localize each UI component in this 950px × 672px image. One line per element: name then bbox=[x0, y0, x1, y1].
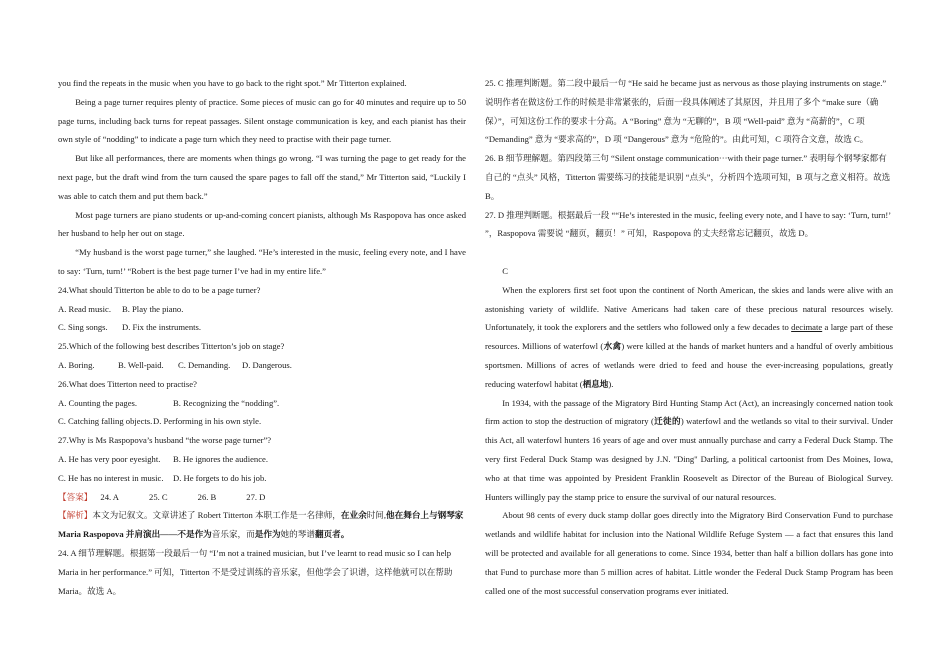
analysis-24: 24. A 细节理解题。根据第一段最后一句 “I’m not a trained musician, but I’ve learnt to read music so I can help Maria in her performance.” 可知，Titterton 不是受过训练的音乐家，但他学会了识谱，这样他就可以在帮助 Maria。故选 A。 bbox=[58, 547, 453, 596]
option: A. Counting the pages. bbox=[58, 397, 138, 408]
option: B. Play the piano. bbox=[122, 303, 184, 314]
option: A. Boring. bbox=[58, 359, 95, 370]
option: C. Demanding. bbox=[178, 359, 231, 370]
option: D. He forgets to do his job. bbox=[173, 472, 267, 483]
question-27-options bbox=[58, 469, 466, 488]
passage-paragraph: In 1934, with the passage of the Migratory Bird Hunting Stamp Act (Act), an increasingly concerned nation took firm action to stop the destruction of migratory (迁徙的) waterfowl and the wetlands so vital to their survival. Under this Act, all waterfowl hunters 16 years of age and over must annually purchase and carry a Federal Duck Stamp. The very first Federal Duck Stamp was designed by J.N. "Ding" Darling, a political cartoonist from Des Moines, Iowa, who at that time was appointed by President Franklin Roosevelt as Director of the Bureau of Biological Survey. Hunters willingly pay the stamp price to ensure the survival of our natural resources. bbox=[485, 397, 893, 502]
question-27-options bbox=[58, 450, 466, 469]
question-26-options bbox=[58, 412, 466, 431]
option: B. He ignores the audience. bbox=[173, 453, 268, 464]
gloss: 水禽 bbox=[603, 341, 622, 352]
analysis-26: 26. B 细节理解题。第四段第三句 “Silent onstage communication···with their page turner.” 表明每个钢琴家都有自己的 “点头” 风格，Titterton 需要练习的技能是识别 “点头”，分析四个选项可知，B 项与之意义相符。故选 B。 bbox=[485, 153, 891, 201]
gloss: 迁徙的 bbox=[653, 416, 681, 427]
option: D. Fix the instruments. bbox=[122, 322, 202, 333]
question-24-options bbox=[58, 318, 466, 337]
question-24: 24.What should Titterton be able to do to be a page turner? bbox=[58, 284, 261, 295]
option: D. Dangerous. bbox=[242, 359, 292, 370]
question-27: 27.Why is Ms Raspopova’s husband “the worse page turner”? bbox=[58, 435, 272, 446]
answer-value: 25. C bbox=[149, 491, 168, 502]
question-25: 25.Which of the following best describes Titterton’s job on stage? bbox=[58, 341, 285, 352]
answer-key bbox=[58, 488, 466, 507]
analysis-label: 【解析】 bbox=[58, 510, 93, 521]
option: D. Performing in his own style. bbox=[153, 416, 262, 427]
question-26: 26.What does Titterton need to practise? bbox=[58, 378, 197, 389]
option: B. Recognizing the “nodding”. bbox=[173, 397, 280, 408]
question-24-options bbox=[58, 300, 466, 319]
option: C. He has no interest in music. bbox=[58, 472, 164, 483]
question-25-options bbox=[58, 356, 466, 375]
analysis-25: 25. C 推理判断题。第二段中最后一句 “He said he became just as nervous as those playing instruments on stage.” 说明作者在做这份工作的时候是非常紧张的，后面一段具体阐述了其原因，并且用了多个 “make sure（确保）”，可知这份工作的要求十分高。A “Boring” 意为 “无聊的”，B 项 “Well-paid” 意为 “高薪的”，C 项 “Demanding” 意为 “要求高的”，D 项 “Dangerous” 意为 “危险的”。由此可知，C 项符合文意，故选 C。 bbox=[485, 78, 887, 145]
passage-paragraph: “My husband is the worst page turner,” she laughed. “He’s interested in the music, feeling every note, and I have to say: ‘Turn, turn!’ “Robert is the best page turner I’ve had in my entire life.” bbox=[58, 247, 466, 276]
passage-paragraph: But like all performances, there are moments when things go wrong. “I was turning the page to get ready for the next page, but the draft wind from the turn caused the spare pages to fall off the stand,” Mr Titterton said, “Luckily I was able to catch them and put them back.” bbox=[58, 153, 466, 201]
gloss: 栖息地 bbox=[582, 378, 609, 389]
left-column bbox=[58, 74, 466, 600]
passage-paragraph: About 98 cents of every duck stamp dollar goes directly into the Migratory Bird Conservation Fund to purchase wetlands and wildlife habitat for inclusion into the National Wildlife Refuge System — a fact that ensures this land will be protected and available for all generations to come. Since 1934, better than half a billion dollars has gone into that Fund to purchase more than 5 million acres of habitat. Little wonder the Federal Duck Stamp Program has been called one of the most successful conservation programs ever initiated. bbox=[485, 510, 893, 596]
answer-value: 24. A bbox=[100, 491, 120, 502]
passage-paragraph: Being a page turner requires plenty of practice. Some pieces of music can go for 40 minutes and require up to 50 page turns, including back turns for repeat passages. Silent onstage communication is key, and each pianist has their own style of “nodding” to indicate a page turn which they need to practise with their page turner. bbox=[58, 96, 466, 145]
passage-paragraph: Most page turners are piano students or up-and-coming concert pianists, although Ms Raspopova has once asked her husband to help her out on stage. bbox=[58, 209, 466, 239]
answer-value: 27. D bbox=[246, 491, 266, 502]
section-heading-c: C bbox=[502, 265, 508, 276]
passage-paragraph: When the explorers first set foot upon the continent of North American, the skies and lands were alive with an astonishing variety of wildlife. Native Americans had taken care of these precious natural resources wisely. Unfortunately, it took the explorers and the settlers who followed only a few decades to decimate a large part of these resources. Millions of waterfowl (水禽) were killed at the hands of market hunters and a handful of overly ambitious sportsmen. Millions of acres of wetlands were dried to feed and house the ever-increasing populations, greatly reducing waterfowl habitat (栖息地). bbox=[485, 284, 893, 389]
answer-value: 26. B bbox=[197, 491, 217, 502]
analysis-summary: 【解析】本文为记叙文。文章讲述了 Robert Titterton 本职工作是一名律师，在业余时间,他在舞台上与钢琴家 Maria Raspopova 并肩演出——不是作为音乐家，而是作为她的琴谱翻页者。 bbox=[58, 510, 464, 540]
question-26-options bbox=[58, 394, 466, 413]
answer-label: 【答案】 bbox=[58, 491, 93, 502]
option: B. Well-paid. bbox=[118, 359, 164, 370]
passage-paragraph: you find the repeats in the music when you have to go back to the right spot.” Mr Titterton explained. bbox=[58, 78, 407, 88]
option: A. He has very poor eyesight. bbox=[58, 453, 161, 464]
option: C. Sing songs. bbox=[58, 322, 108, 333]
option: A. Read music. bbox=[58, 303, 111, 314]
option: C. Catching falling objects. bbox=[58, 416, 153, 427]
underlined-word: decimate bbox=[791, 322, 823, 333]
analysis-27: 27. D 推理判断题。根据最后一段 ““He’s interested in the music, feeling every note, and I have to say: ‘Turn, turn!’ ”，Raspopova 需要说 “翻页，翻页！” 可知，Raspopova 的丈夫经常忘记翻页，故选 D。 bbox=[485, 209, 891, 239]
right-column bbox=[485, 74, 893, 600]
